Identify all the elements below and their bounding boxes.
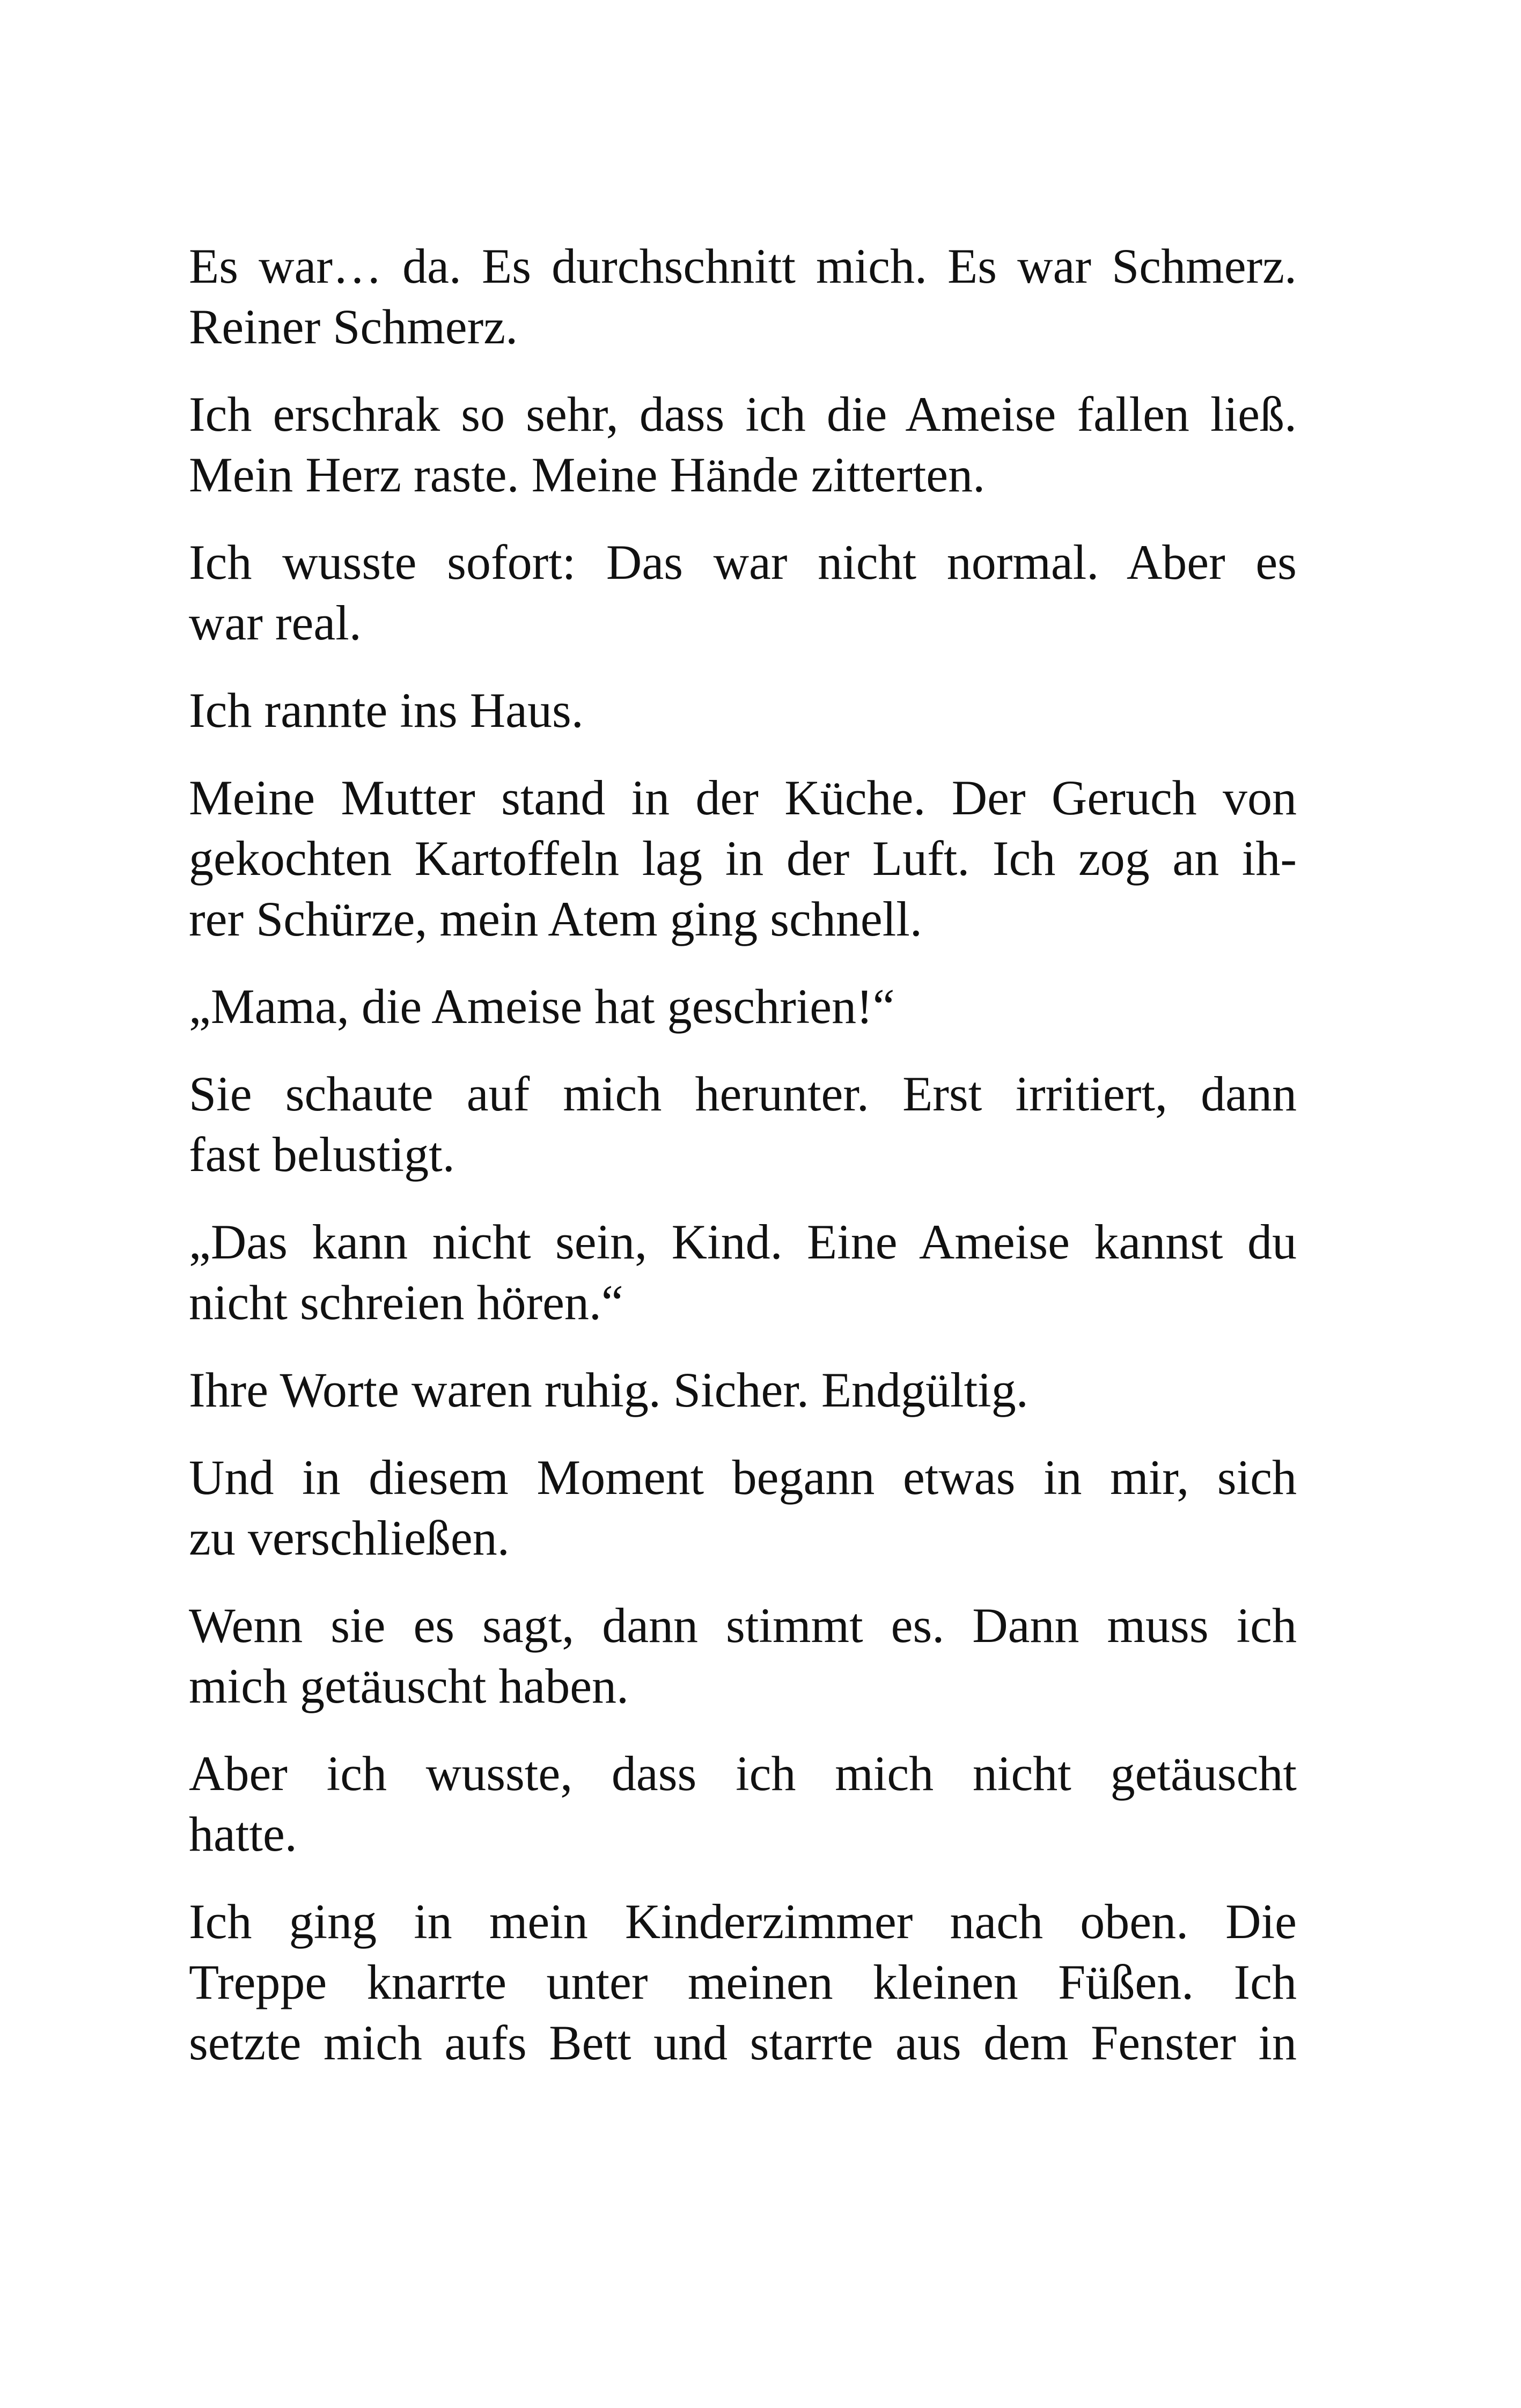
paragraph xyxy=(189,680,1297,741)
text-line: zu verschließen. xyxy=(189,1511,510,1565)
text-line: „Das kann nicht sein, Kind. Eine Ameise kannst du xyxy=(189,1214,1297,1269)
text-line: Ich wusste sofort: Das war nicht normal. Aber es xyxy=(189,535,1297,590)
paragraph xyxy=(189,1891,1297,2073)
text-line: rer Schürze, mein Atem ging schnell. xyxy=(189,892,922,946)
text-line: Wenn sie es sagt, dann stimmt es. Dann muss ich xyxy=(189,1598,1297,1653)
text-line: Ich ging in mein Kinderzimmer nach oben. Die xyxy=(189,1894,1297,1949)
paragraph xyxy=(189,1447,1297,1568)
paragraph xyxy=(189,1595,1297,1717)
text-line: Und in diesem Moment begann etwas in mir, sich xyxy=(189,1450,1297,1505)
paragraph xyxy=(189,532,1297,653)
text-line: mich getäuscht haben. xyxy=(189,1659,629,1713)
text-line: gekochten Kartoffeln lag in der Luft. Ich zog an ih- xyxy=(189,831,1297,886)
text-line: Es war… da. Es durchschnitt mich. Es war Schmerz. xyxy=(189,239,1297,293)
text-line: war real. xyxy=(189,595,362,650)
paragraph xyxy=(189,1743,1297,1865)
text-line: Mein Herz raste. Meine Hände zitterten. xyxy=(189,447,986,502)
text-line: fast belustigt. xyxy=(189,1127,455,1182)
text-line: Sie schaute auf mich herunter. Erst irritiert, dann xyxy=(189,1066,1297,1121)
text-line: Treppe knarrte unter meinen kleinen Füßen. Ich xyxy=(189,1955,1297,2009)
text-line: Meine Mutter stand in der Küche. Der Geruch von xyxy=(189,770,1297,825)
text-line: Ich rannte ins Haus. xyxy=(189,683,584,738)
text-line: hatte. xyxy=(189,1807,297,1861)
text-line: Aber ich wusste, dass ich mich nicht getäuscht xyxy=(189,1746,1297,1801)
paragraph xyxy=(189,1360,1297,1420)
paragraph xyxy=(189,1064,1297,1185)
text-line: nicht schreien hören.“ xyxy=(189,1275,623,1330)
paragraph xyxy=(189,384,1297,505)
body-text xyxy=(189,236,1297,2100)
paragraph xyxy=(189,768,1297,949)
paragraph xyxy=(189,976,1297,1037)
text-line: Reiner Schmerz. xyxy=(189,299,518,354)
text-line: „Mama, die Ameise hat geschrien!“ xyxy=(189,979,895,1034)
paragraph xyxy=(189,1212,1297,1333)
text-line: setzte mich aufs Bett und starrte aus dem Fenster in xyxy=(189,2015,1297,2070)
paragraph xyxy=(189,236,1297,357)
text-line: Ich erschrak so sehr, dass ich die Ameise fallen ließ. xyxy=(189,387,1297,441)
text-line: Ihre Worte waren ruhig. Sicher. Endgültig. xyxy=(189,1363,1028,1417)
